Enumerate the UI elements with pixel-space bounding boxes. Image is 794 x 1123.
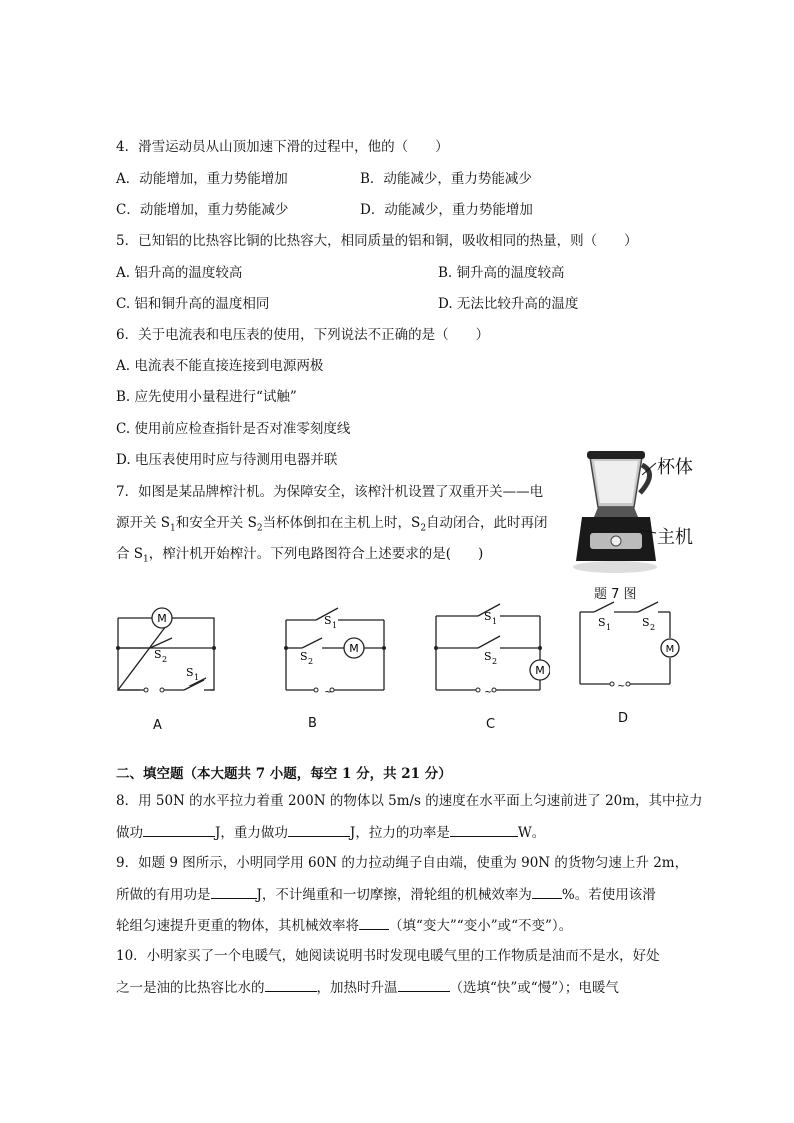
q4-option-d: D．动能减少，重力势能增加	[360, 202, 533, 218]
svg-text:2: 2	[492, 657, 498, 666]
svg-text:~: ~	[617, 681, 626, 692]
svg-text:M: M	[665, 644, 675, 655]
circuit-a	[110, 600, 220, 700]
svg-text:1: 1	[194, 673, 200, 682]
subscript: 1	[143, 554, 149, 565]
answer-blank[interactable]	[450, 823, 518, 837]
q9-text: J，不计绳重和一切摩擦，滑轮组的机械效率为	[256, 887, 532, 903]
svg-text:S: S	[324, 614, 332, 627]
svg-text:M: M	[349, 642, 359, 655]
q5-option-d: D. 无法比较升高的温度	[438, 296, 579, 312]
svg-text:S: S	[186, 666, 194, 679]
q5-option-a: A. 铝升高的温度较高	[116, 265, 243, 281]
answer-blank[interactable]	[265, 978, 317, 992]
q5-option-b: B. 铜升高的温度较高	[438, 265, 565, 281]
answer-blank[interactable]	[359, 916, 389, 930]
svg-text:S: S	[598, 616, 606, 629]
svg-text:S: S	[484, 610, 492, 623]
q9-line2	[116, 885, 656, 904]
circuit-c	[430, 598, 550, 702]
q9-text: （填“变大”“变小”或“不变”）。	[389, 918, 573, 934]
answer-blank[interactable]	[532, 885, 562, 899]
svg-text:1: 1	[332, 621, 338, 630]
q9-text: 所做的有用功是	[116, 887, 211, 903]
svg-text:2: 2	[650, 623, 656, 632]
answer-blank[interactable]	[211, 885, 257, 899]
q6-option-b: B. 应先使用小量程进行“试触”	[116, 389, 297, 405]
shadow	[573, 561, 657, 573]
circuit-label-c: C	[486, 717, 496, 732]
subscript: 1	[170, 523, 176, 534]
svg-text:S: S	[300, 650, 308, 663]
circuit-b	[280, 600, 390, 700]
svg-text:S: S	[154, 648, 162, 661]
q6-option-c: C. 使用前应检查指针是否对准零刻度线	[116, 421, 351, 437]
q6-stem: 6．关于电流表和电压表的使用，下列说法不正确的是（ ）	[116, 327, 490, 343]
q6-option-d: D. 电压表使用时应与待测用电器并联	[116, 452, 338, 468]
q4-option-c: C．动能增加，重力势能减少	[116, 202, 289, 218]
svg-text:M: M	[535, 664, 545, 677]
q7-text: 当杯体倒扣在主机上时，S	[262, 515, 421, 531]
q6-option-a: A. 电流表不能直接连接到电源两极	[116, 358, 324, 374]
q9-line3	[116, 916, 572, 935]
circuit-d	[574, 598, 684, 692]
q7-line2	[116, 514, 548, 538]
q9-text: 轮组匀速提升更重的物体，其机械效率将	[116, 918, 359, 934]
q7-line1: 7．如图是某品牌榨汁机。为保障安全，该榨汁机设置了双重开关——电	[116, 484, 544, 500]
q7-line3	[116, 545, 483, 569]
q8-line2	[116, 823, 545, 842]
answer-blank[interactable]	[143, 823, 215, 837]
subscript: 2	[256, 523, 263, 534]
q9-line1: 9．如题 9 图所示，小明同学用 60N 的力拉动绳子自由端，使重为 90N 的货物匀速上升 2m，	[116, 855, 689, 871]
q4-stem: 4．滑雪运动员从山顶加速下滑的过程中，他的（ ）	[116, 139, 449, 155]
circuit-label-b: B	[308, 716, 317, 731]
subscript: 2	[420, 523, 427, 534]
q7-text: ，榨汁机开始榨汁。下列电路图符合上述要求的是( )	[148, 546, 484, 562]
section-title: 二、填空题（本大题共 7 小题，每空 1 分，共 21 分）	[116, 766, 452, 782]
svg-text:S: S	[484, 650, 492, 663]
q5-stem: 5．已知铝的比热容比铜的比热容大，相同质量的铝和铜，吸收相同的热量，则（ ）	[116, 233, 638, 249]
answer-blank[interactable]	[398, 978, 450, 992]
cup-glass	[594, 461, 638, 503]
svg-text:2: 2	[162, 655, 168, 664]
svg-text:1: 1	[606, 623, 612, 632]
q4-option-b: B．动能减少，重力势能减少	[360, 171, 532, 187]
q10-text: ，加热时升温	[316, 980, 398, 996]
q8-text: 做功	[116, 825, 143, 841]
svg-text:M: M	[157, 612, 167, 625]
answer-blank[interactable]	[288, 823, 350, 837]
q10-text: （选填“快”或“慢”）；电暖气	[449, 980, 619, 996]
cup-lid	[587, 451, 645, 459]
cup-base	[594, 507, 638, 517]
dial	[611, 536, 621, 546]
q5-option-c: C. 铝和铜升高的温度相同	[116, 296, 270, 312]
svg-text:~: ~	[324, 687, 333, 698]
q8-text: J，拉力的功率是	[349, 825, 450, 841]
label-cup: 杯体	[657, 457, 693, 478]
q10-text: 之一是油的比热容比水的	[116, 980, 265, 996]
circuit-label-d: D	[618, 711, 629, 726]
q7-text: 源开关 S	[116, 515, 171, 531]
svg-text:2: 2	[308, 657, 314, 666]
q8-line1: 8．用 50N 的水平拉力着重 200N 的物体以 5m/s 的速度在水平面上匀速前进了 20m，其中拉力	[116, 793, 703, 809]
svg-text:1: 1	[492, 617, 498, 626]
label-base: 主机	[657, 527, 693, 548]
q9-text: %。若使用该滑	[561, 887, 656, 903]
q10-line2	[116, 978, 619, 997]
q4-option-a: A．动能增加，重力势能增加	[116, 171, 288, 187]
svg-text:~: ~	[484, 687, 493, 698]
q8-text: W。	[517, 825, 546, 841]
q7-text: 自动闭合，此时再闭	[426, 515, 548, 531]
q10-line1: 10．小明家买了一个电暖气，她阅读说明书时发现电暖气里的工作物质是油而不是水，好处	[116, 948, 660, 964]
q7-text: 和安全开关 S	[175, 515, 257, 531]
circuit-label-a: A	[153, 718, 162, 733]
figure-caption: 题 7 图	[594, 587, 637, 602]
svg-text:S: S	[642, 616, 650, 629]
q7-text: 合 S	[116, 546, 144, 562]
q8-text: J，重力做功	[215, 825, 288, 841]
